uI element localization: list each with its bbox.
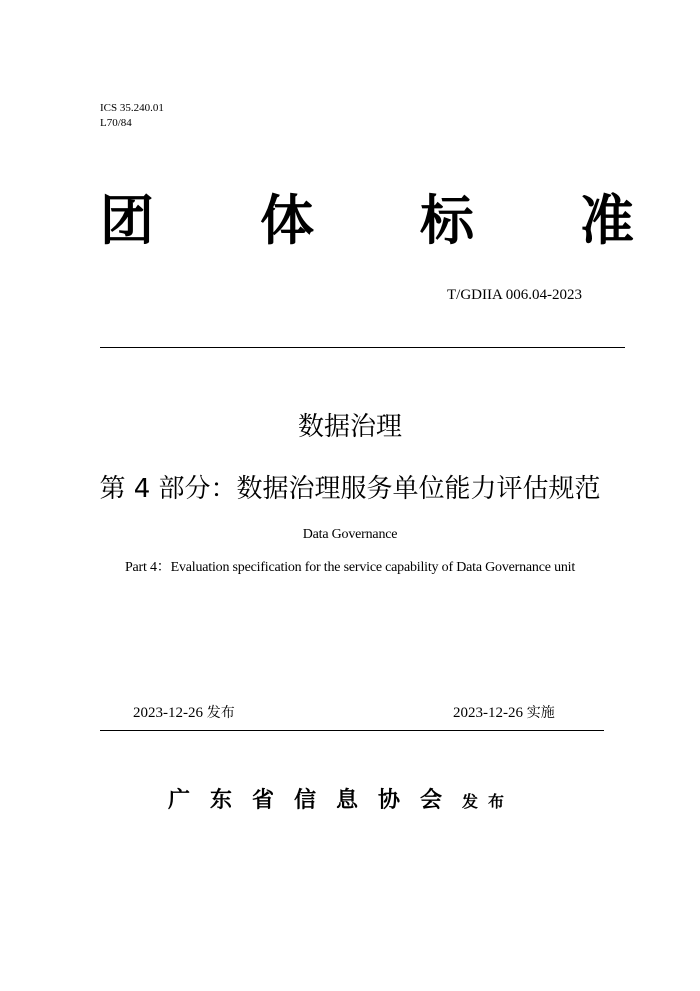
publish-date-label: 发布 — [206, 705, 235, 721]
ccs-code: L70/84 — [100, 117, 132, 129]
chinese-main-title: 数据治理 — [297, 412, 402, 442]
standard-type-char: 准 — [580, 189, 634, 252]
top-divider — [100, 347, 625, 348]
implement-date — [453, 702, 555, 722]
implement-date-value: 2023-12-26 — [453, 705, 523, 721]
english-part-title: Part 4：Evaluation specification for the service capability of Data Governance unit — [124, 560, 576, 575]
standard-type-char: 团 — [100, 189, 154, 252]
standard-type-char: 标 — [420, 189, 474, 252]
english-main-title: Data Governance — [302, 527, 398, 542]
publish-date — [133, 702, 235, 722]
publisher — [168, 786, 514, 817]
standard-type-title — [100, 186, 634, 256]
classification-codes — [100, 101, 164, 131]
implement-date-label: 实施 — [526, 705, 555, 721]
standard-number: T/GDIIA 006.04-2023 — [447, 287, 582, 303]
chinese-part-title: 第 4 部分：数据治理服务单位能力评估规范 — [99, 474, 601, 504]
publisher-name: 广东省信息协会 — [168, 788, 463, 813]
bottom-divider — [100, 730, 604, 731]
standard-type-char: 体 — [260, 189, 314, 252]
publish-date-value: 2023-12-26 — [133, 705, 203, 721]
publisher-suffix: 发布 — [462, 792, 515, 811]
ics-code: ICS 35.240.01 — [100, 102, 164, 114]
